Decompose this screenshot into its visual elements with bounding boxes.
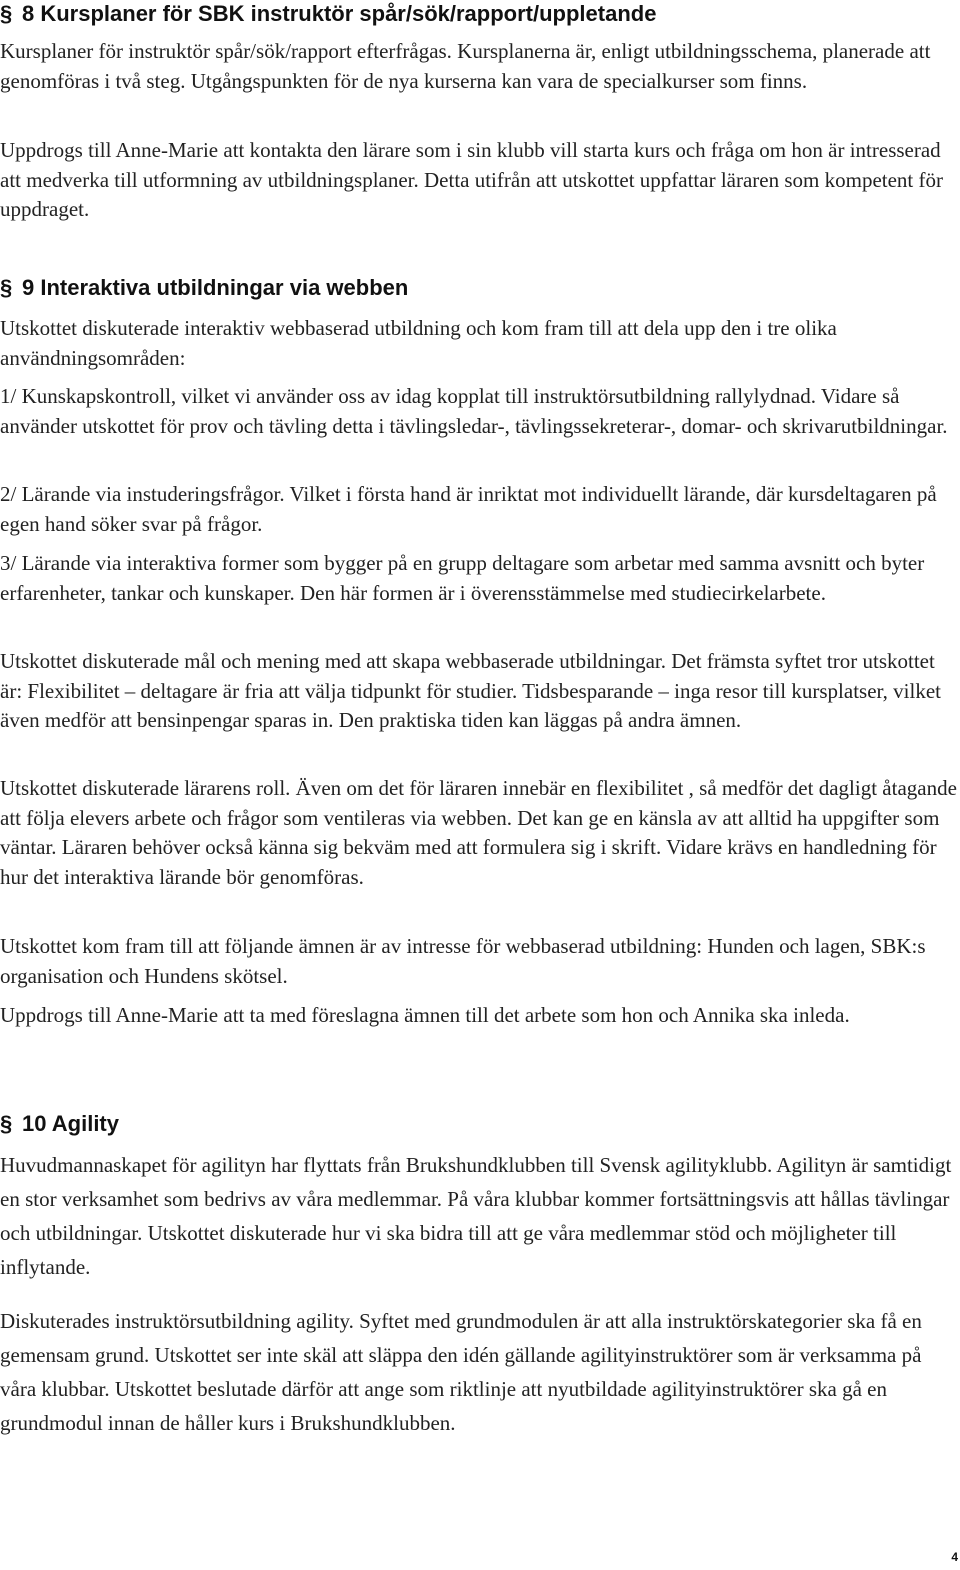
section-9-paragraph-6: Utskottet diskuterade lärarens roll. Även om det för läraren innebär en flexibilitet , så medför det dagligt åtagande att följa elevers arbete och frågor som ventileras via webben. Det kan ge en känsla av att alltid ha uppgifter som väntar. Läraren behöver också känna sig bekväm med att formulera sig i skrift. Vidare krävs en handledning för hur det interaktiva lärande bör genomföras.: [0, 776, 957, 889]
section-9-title: 9 Interaktiva utbildningar via webben: [22, 275, 409, 300]
page-number: 4: [951, 1550, 958, 1564]
section-9-paragraph-8: Uppdrogs till Anne-Marie att ta med föreslagna ämnen till det arbete som hon och Annika ska inleda.: [0, 1003, 850, 1027]
section-sign: §: [0, 275, 13, 300]
section-9-heading: [0, 275, 408, 301]
section-9-paragraph-5: Utskottet diskuterade mål och mening med att skapa webbaserade utbildningar. Det främsta syftet tror utskottet är: Flexibilitet – deltagare är fria att välja tidpunkt för studier. Tidsbesparande – inga resor till kursplatser, vilket även medför att bensinpengar sparas in. Den praktiska tiden kan läggas på andra ämnen.: [0, 649, 942, 732]
section-10-paragraph-2: Diskuterades instruktörsutbildning agility. Syftet med grundmodulen är att alla instruktörskategorier ska få en gemensam grund. Utskottet ser inte skäl att släppa den idén gällande agilityinstruktörer som är verksamma på våra klubbar. Utskottet beslutade därför att ange som riktlinje att nyutbildade agilityinstruktörer ska gå en grundmodul innan de håller kurs i Brukshundklubben.: [0, 1309, 922, 1435]
section-sign: §: [0, 1111, 13, 1136]
section-10-heading: [0, 1111, 119, 1137]
section-8-heading: [0, 1, 656, 27]
section-sign: §: [0, 1, 13, 26]
section-9-paragraph-3: 2/ Lärande via instuderingsfrågor. Vilket i första hand är inriktat mot individuellt lärande, där kursdeltagaren på egen hand söker svar på frågor.: [0, 482, 937, 536]
section-8-paragraph-2: Uppdrogs till Anne-Marie att kontakta den lärare som i sin klubb vill starta kurs och fråga om hon är intresserad att medverka till utformning av utbildningsplaner. Detta utifrån att utskottet uppfattar läraren som kompetent för uppdraget.: [0, 138, 943, 221]
section-8-title: 8 Kursplaner för SBK instruktör spår/sök/rapport/uppletande: [22, 1, 657, 26]
section-9-paragraph-2: 1/ Kunskapskontroll, vilket vi använder oss av idag kopplat till instruktörsutbildning rallylydnad. Vidare så använder utskottet för prov och tävling detta i tävlingsledar-, tävlingssekreterar-, domar- och skrivarutbildningar.: [0, 384, 948, 438]
section-9-paragraph-4: 3/ Lärande via interaktiva former som bygger på en grupp deltagare som arbetar med samma avsnitt och byter erfarenheter, tankar och kunskaper. Den här formen är i överensstämmelse med studiecirkelarbete.: [0, 551, 925, 605]
section-8-paragraph-1: Kursplaner för instruktör spår/sök/rapport efterfrågas. Kursplanerna är, enligt utbildningsschema, planerade att genomföras i två steg. Utgångspunkten för de nya kurserna kan vara de specialkurser som finns.: [0, 39, 931, 93]
section-9-paragraph-7: Utskottet kom fram till att följande ämnen är av intresse för webbaserad utbildning: Hunden och lagen, SBK:s organisation och Hundens skötsel.: [0, 934, 926, 988]
section-9-paragraph-1: Utskottet diskuterade interaktiv webbaserad utbildning och kom fram till att dela upp den i tre olika användningsområden:: [0, 316, 837, 370]
section-10-title: 10 Agility: [22, 1111, 119, 1136]
section-10-paragraph-1: Huvudmannaskapet för agilityn har flyttats från Brukshundklubben till Svensk agilityklubb. Agilityn är samtidigt en stor verksamhet som bedrivs av våra medlemmar. På våra klubbar kommer fortsättningsvis att hållas tävlingar och utbildningar. Utskottet diskuterade hur vi ska bidra till att ge våra medlemmar stöd och möjligheter till inflytande.: [0, 1153, 952, 1279]
